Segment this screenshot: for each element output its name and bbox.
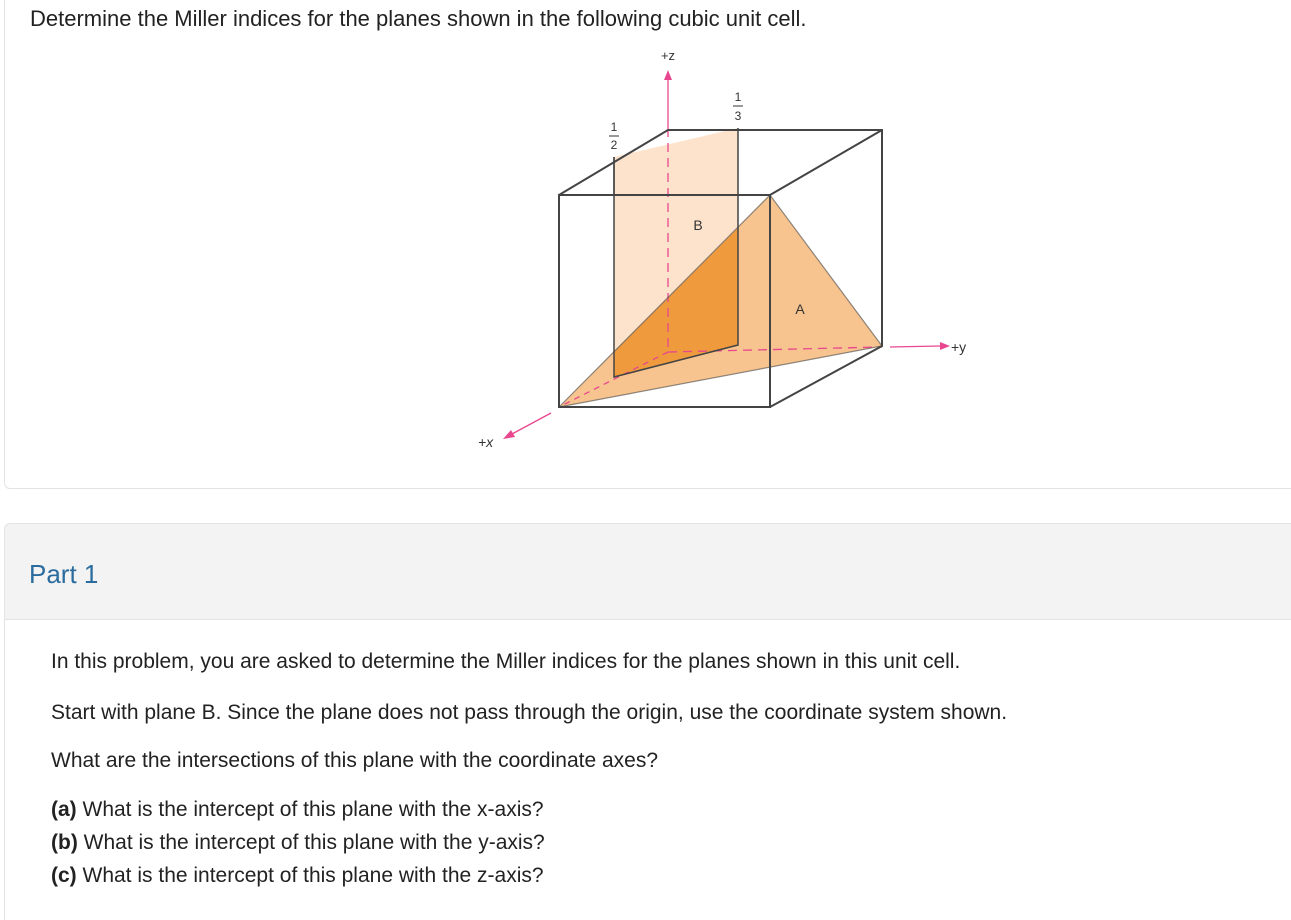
axis-label-x: +x	[478, 434, 494, 450]
question-b-label: (b)	[51, 831, 78, 854]
question-a-text: What is the intercept of this plane with the x-axis?	[76, 798, 544, 821]
part-body	[4, 620, 1291, 920]
question-c	[51, 864, 544, 888]
question-b	[51, 831, 545, 855]
part-title: Part 1	[29, 559, 99, 589]
part-instruction: Start with plane B. Since the plane does not pass through the origin, use the coordinate system shown.	[51, 701, 1008, 724]
fraction-third-numerator: 1	[734, 90, 742, 104]
question-text: Determine the Miller indices for the planes shown in the following cubic unit cell.	[30, 6, 807, 31]
axis-label-z: +z	[660, 48, 676, 63]
question-c-label: (c)	[51, 864, 77, 887]
part-intro: In this problem, you are asked to determine the Miller indices for the planes shown in this unit cell.	[51, 650, 961, 673]
part-header	[4, 523, 1291, 620]
question-b-text: What is the intercept of this plane with the y-axis?	[77, 831, 545, 854]
y-axis-arrow	[940, 342, 950, 350]
fraction-half-numerator: 1	[610, 120, 618, 134]
question-a	[51, 798, 544, 822]
plane-b-label: B	[693, 217, 703, 233]
fraction-half-denominator: 2	[610, 138, 618, 152]
z-axis-arrow	[664, 70, 672, 80]
question-a-label: (a)	[51, 798, 77, 821]
question-c-text: What is the intercept of this plane with the z-axis?	[76, 864, 544, 887]
x-axis-arrow	[503, 430, 515, 439]
plane-a-label: A	[795, 301, 805, 317]
axis-label-y: +y	[951, 339, 967, 355]
fraction-third-denominator: 3	[734, 109, 742, 123]
part-prompt: What are the intersections of this plane with the coordinate axes?	[51, 749, 659, 772]
